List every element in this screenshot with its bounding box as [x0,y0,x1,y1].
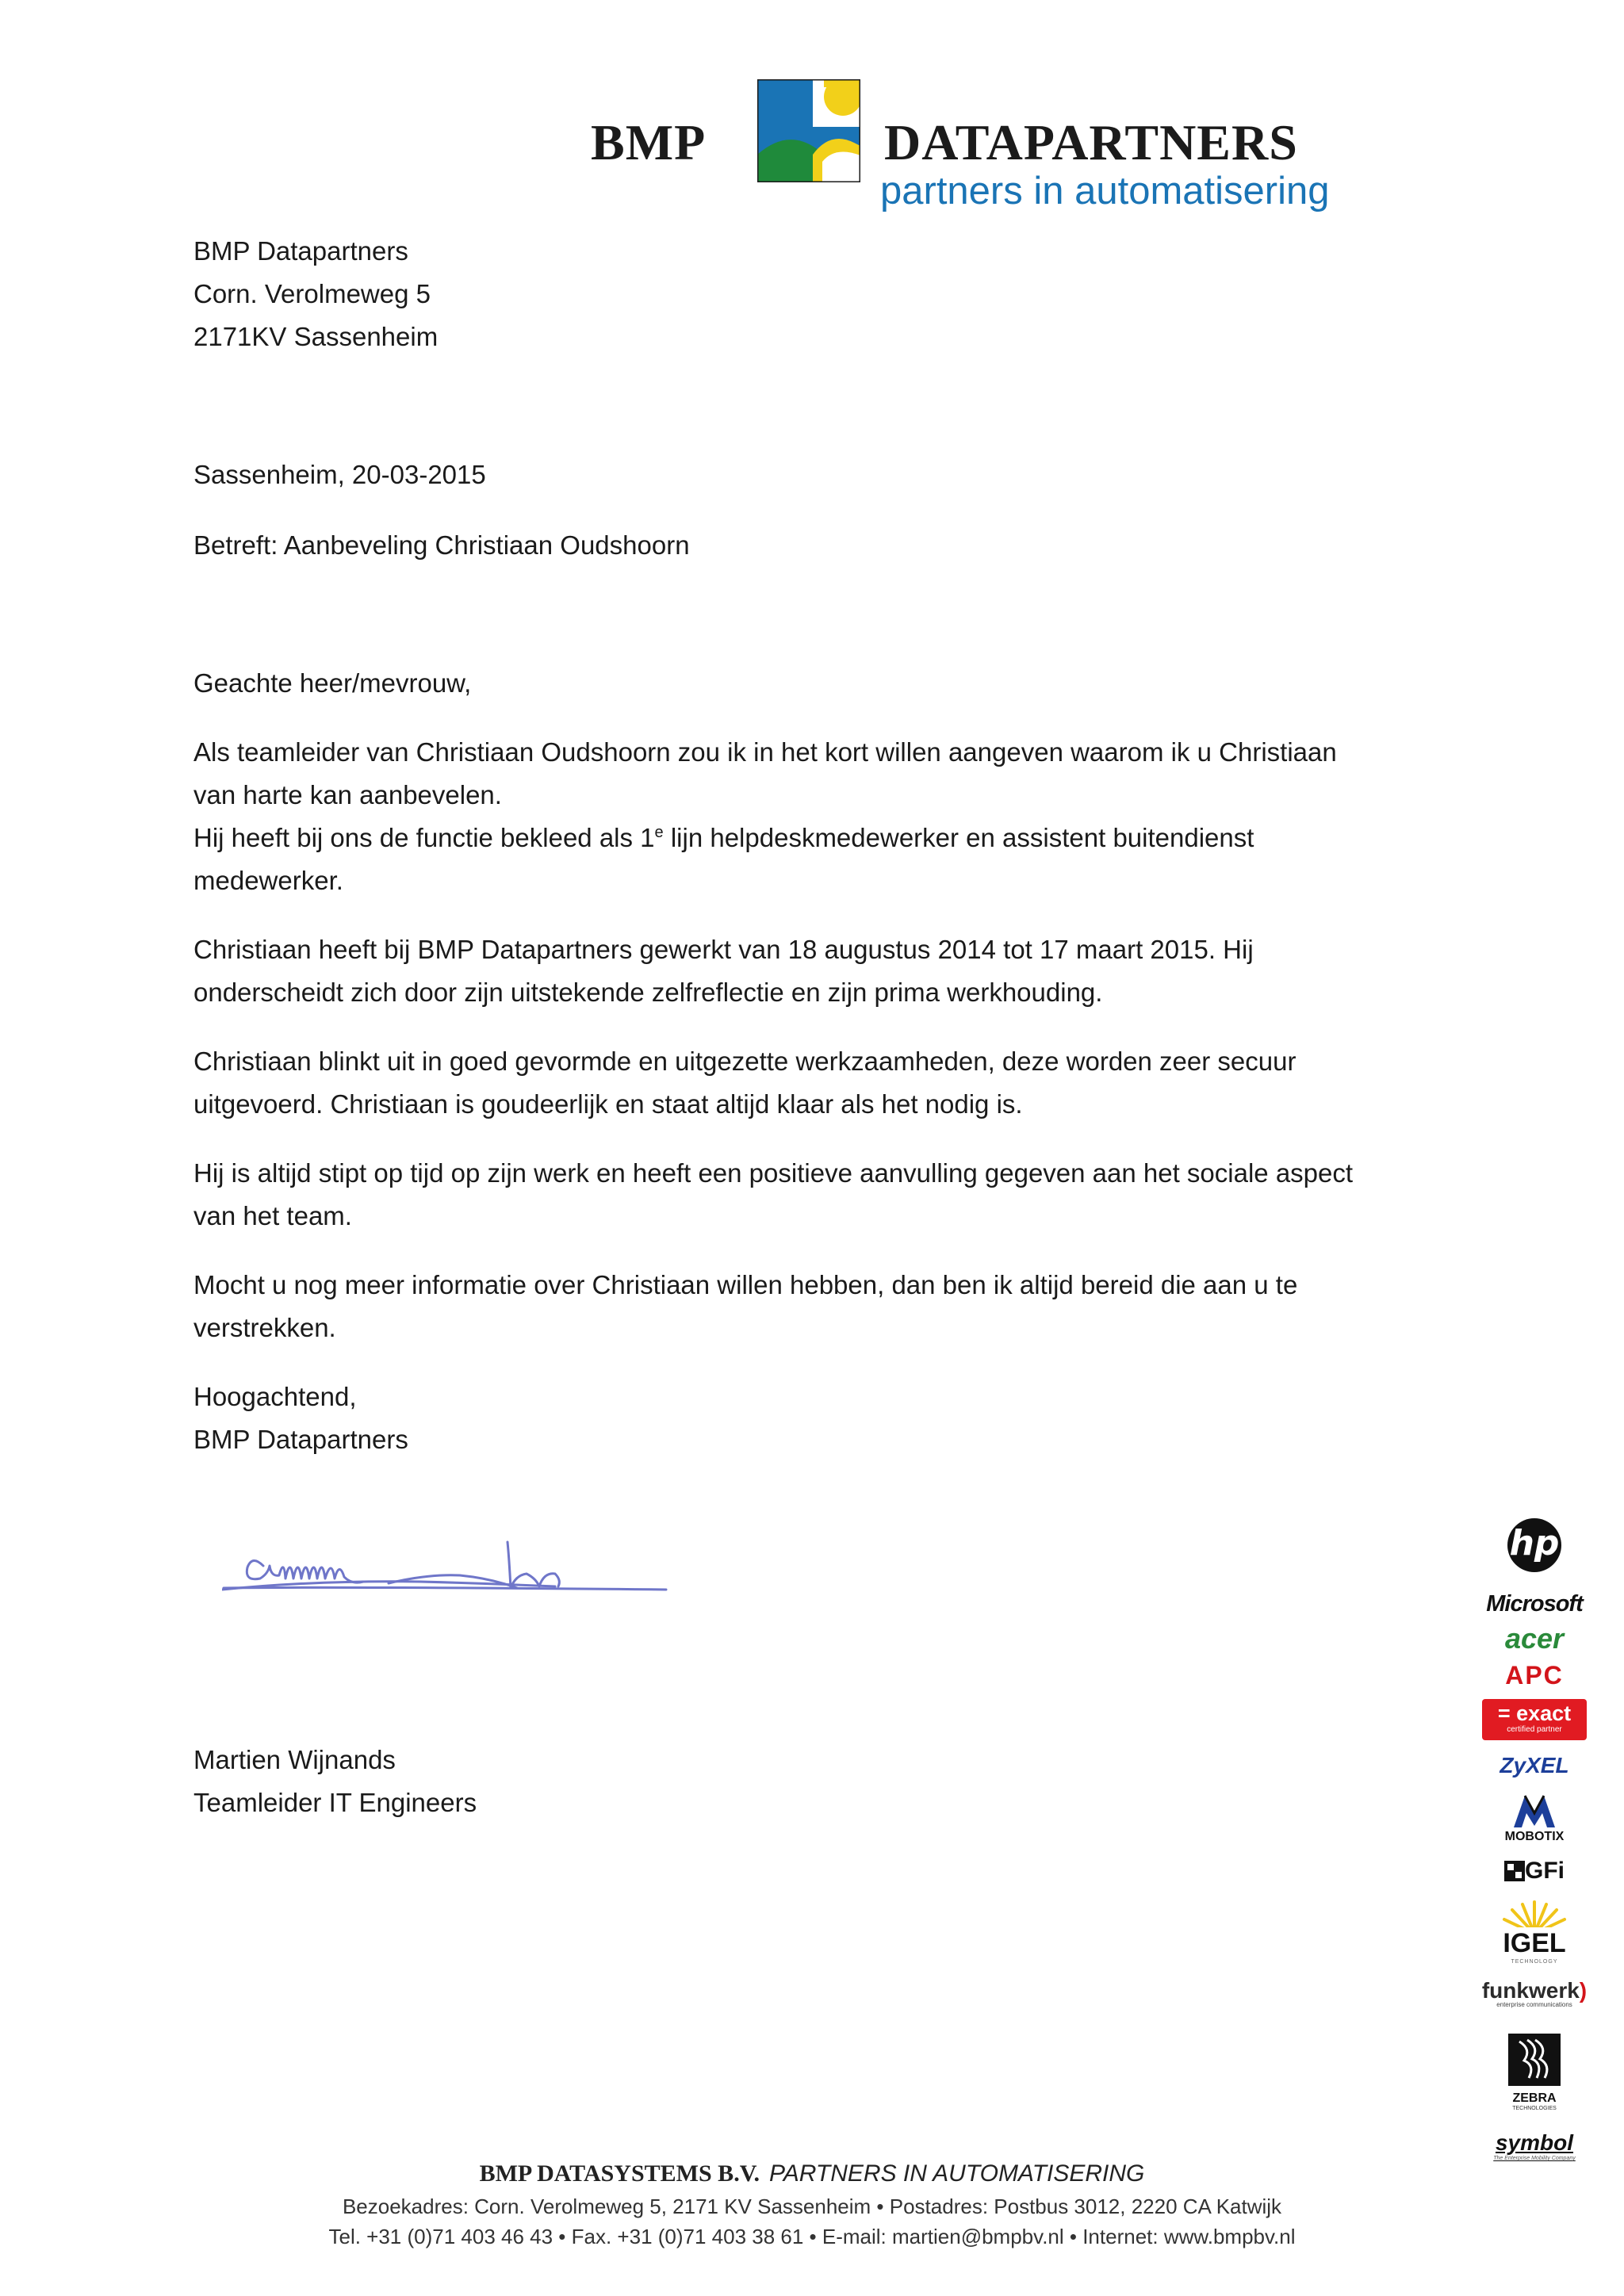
paragraph-line: uitgevoerd. Christiaan is goudeerlijk en staat altijd klaar als het nodig is. [193,1089,1023,1119]
zyxel-logo: ZyXEL [1500,1753,1569,1777]
apc-logo: APC [1505,1661,1564,1689]
paragraph-line: medewerker. [193,866,343,895]
paragraph-line: onderscheidt zich door zijn uitstekende zelfreflectie en zijn prima werkhouding. [193,978,1103,1007]
paragraph-line-function [193,817,1446,859]
mobotix-logo [1467,1793,1602,1844]
footer-company-period: . [753,2160,760,2187]
gfi-logo [1467,1858,1602,1885]
igel-label: IGEL [1503,1928,1566,1958]
company-logo [591,75,1376,226]
zebra-mark-icon [1508,2034,1561,2086]
sender-street: Corn. Verolmeweg 5 [193,279,431,308]
paragraph-punctuality [193,1152,1446,1238]
zebra-logo [1467,2034,1602,2111]
acer-logo: acer [1504,1622,1565,1655]
closing-greeting: Hoogachtend, [193,1382,357,1411]
exact-badge [1482,1699,1587,1740]
text-run: Hij heeft bij ons de functie bekleed als 1 [193,823,655,852]
handwritten-signature [222,1510,674,1613]
paragraph-line: Christiaan heeft bij BMP Datapartners gewerkt van 18 augustus 2014 tot 17 maart 2015. Hij [193,935,1254,964]
zebra-label: ZEBRA [1512,2091,1557,2105]
footer-tagline: PARTNERS IN AUTOMATISERING [769,2160,1145,2187]
gfi-label: GFi [1525,1858,1565,1884]
hp-logo-mark: hp [1507,1518,1561,1572]
funkwerk-logo: funkwerk) enterprise communications [1467,1978,1602,2008]
subject-line: Betreft: Aanbeveling Christiaan Oudshoorn [193,530,690,560]
mobotix-mark-icon [1511,1793,1558,1829]
partner-logos [1467,1518,1602,2168]
exact-label: = exact [1497,1701,1572,1725]
paragraph-line: van het team. [193,1201,352,1230]
salutation: Geachte heer/mevrouw, [193,668,472,698]
symbol-sublabel: The Enterprise Mobility Company [1493,2156,1576,2161]
symbol-label: symbol [1495,2130,1574,2155]
paragraph-line: Als teamleider van Christiaan Oudshoorn zou ik in het kort willen aangeven waarom ik u Christiaan [193,737,1337,767]
sender-city: 2171KV Sassenheim [193,322,439,351]
microsoft-logo: Microsoft [1486,1591,1583,1617]
closing-company: BMP Datapartners [193,1425,408,1454]
paragraph-line: Christiaan blinkt uit in goed gevormde en uitgezette werkzaamheden, deze worden zeer secuur [193,1047,1297,1076]
signer-name: Martien Wijnands [193,1745,396,1774]
hp-logo [1467,1518,1602,1572]
ordinal-superscript: e [654,824,664,841]
funkwerk-sublabel: enterprise communications [1496,2001,1572,2008]
letter-footer [0,2156,1624,2252]
footer-address-line: Bezoekadres: Corn. Verolmeweg 5, 2171 KV Sassenheim • Postadres: Postbus 3012, 2220 CA Katwijk [342,2195,1282,2218]
paragraph-qualities [193,1040,1446,1126]
paragraph-line: Mocht u nog meer informatie over Christiaan willen hebben, dan ben ik altijd bereid die aan u te [193,1270,1298,1299]
igel-sublabel: TECHNOLOGY [1511,1959,1558,1965]
logo-tagline: partners in automatisering [880,170,1330,212]
text-run: lijn helpdeskmedewerker en assistent buitendienst [663,823,1254,852]
funkwerk-label: funkwerk [1481,1978,1580,2003]
paragraph-line: Hij is altijd stipt op tijd op zijn werk en heeft een positieve aanvulling gegeven aan het sociale aspect [193,1158,1354,1188]
exact-sublabel: certified partner [1507,1725,1562,1734]
footer-company-line [0,2156,1624,2191]
paragraph-line: verstrekken. [193,1313,336,1342]
exact-logo [1467,1699,1602,1740]
paragraph-contact [193,1264,1446,1349]
paragraph-line: van harte kan aanbevelen. [193,780,502,809]
zebra-sublabel: TECHNOLOGIES [1512,2106,1557,2111]
logo-word-bmp: BMP [591,114,707,170]
mobotix-label: MOBOTIX [1504,1830,1565,1843]
igel-logo [1467,1897,1602,1965]
logo-word-datapartners: DATAPARTNERS [884,114,1298,170]
logo-mark-icon [757,79,860,182]
gfi-mark-icon [1504,1861,1525,1881]
signer-title: Teamleider IT Engineers [193,1788,477,1817]
footer-company-name: BMP DATASYSTEMS B.V [479,2160,754,2187]
date-line: Sassenheim, 20-03-2015 [193,460,486,489]
sender-name: BMP Datapartners [193,236,408,266]
paragraph-employment [193,928,1446,1014]
footer-contact-line: Tel. +31 (0)71 403 46 43 • Fax. +31 (0)71 403 38 61 • E-mail: martien@bmpbv.nl • Internet: www.bmpbv.nl [328,2225,1296,2248]
paragraph-intro [193,731,1446,902]
